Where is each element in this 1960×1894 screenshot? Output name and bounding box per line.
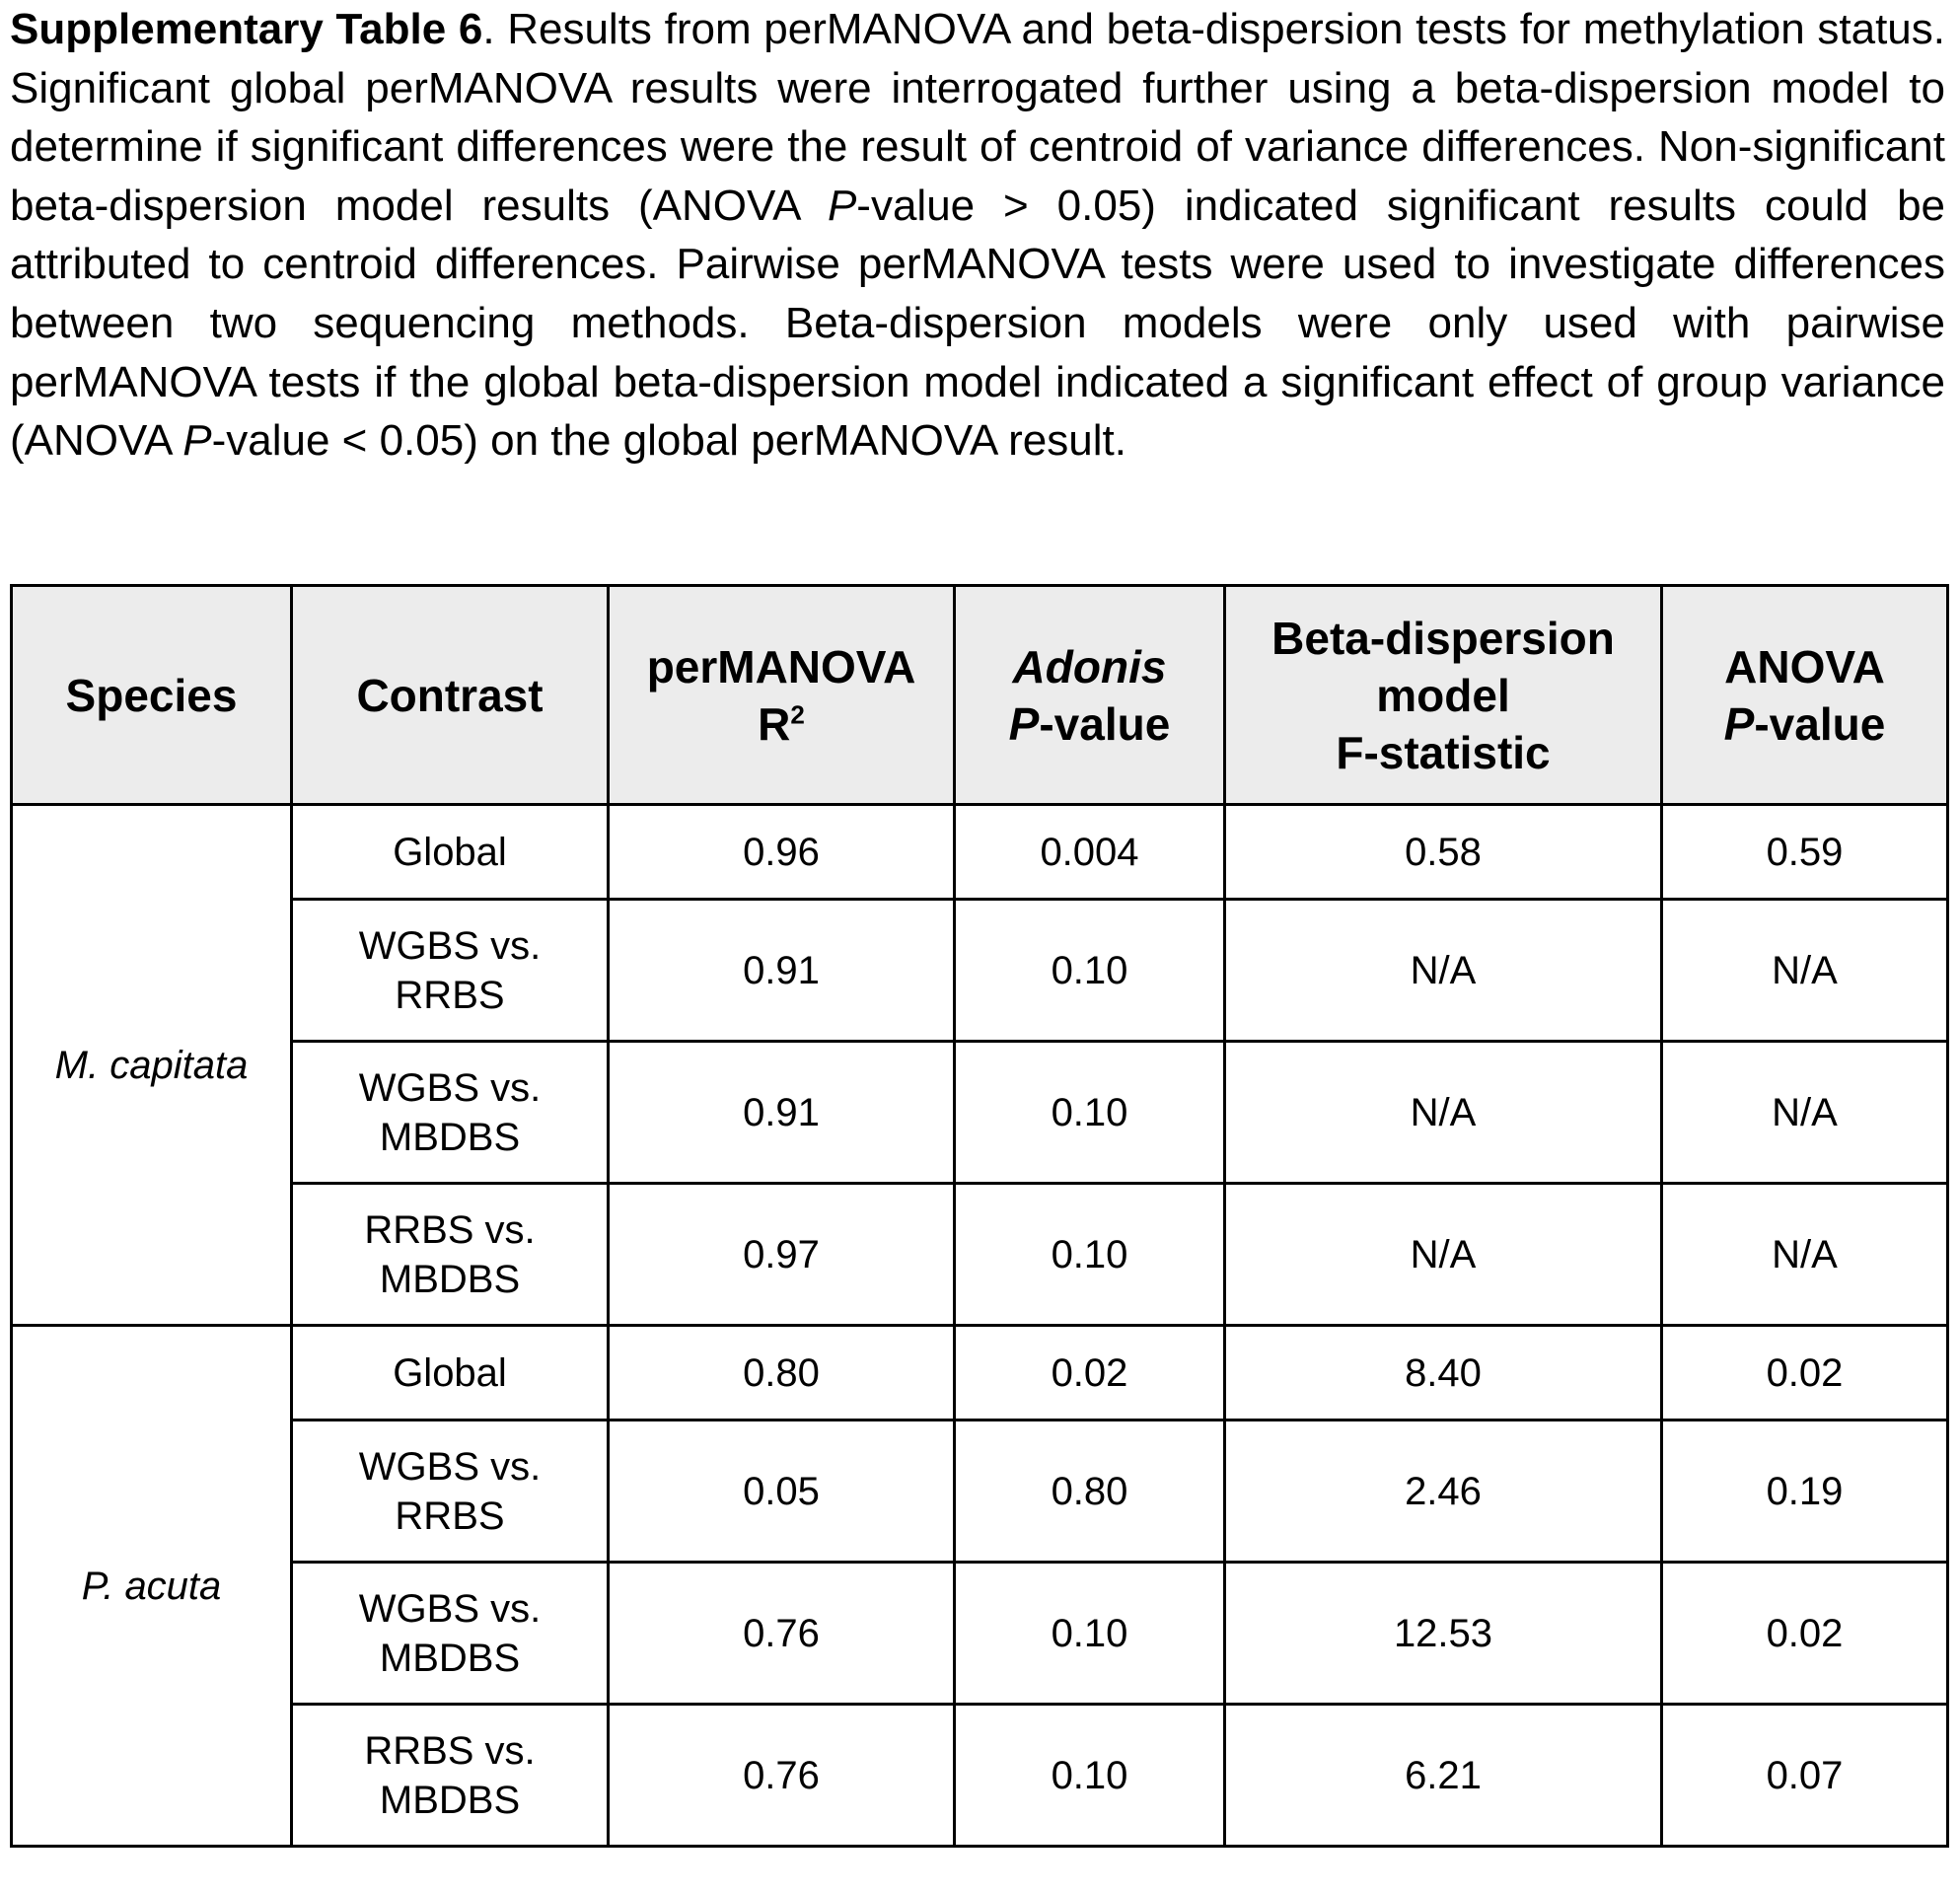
f-stat-cell: N/A (1225, 1042, 1662, 1184)
header-beta-dispersion-f: Beta-dispersion model F-statistic (1225, 586, 1662, 805)
contrast-cell: WGBS vs. RRBS (292, 900, 609, 1042)
adonis-p-cell: 0.10 (955, 1184, 1225, 1326)
header-adonis-p-value: Adonis P-value (955, 586, 1225, 805)
contrast-cell: Global (292, 805, 609, 900)
table-row (12, 900, 1948, 1042)
caption-label: Supplementary Table 6 (10, 5, 483, 53)
contrast-cell: WGBS vs. MBDBS (292, 1042, 609, 1184)
f-stat-cell: 2.46 (1225, 1420, 1662, 1563)
contrast-cell: RRBS vs. MBDBS (292, 1705, 609, 1847)
r2-cell: 0.76 (609, 1563, 955, 1705)
contrast-cell: Global (292, 1326, 609, 1420)
anova-p-cell: 0.19 (1662, 1420, 1948, 1563)
table-row (12, 805, 1948, 900)
table-row (12, 1184, 1948, 1326)
r2-cell: 0.05 (609, 1420, 955, 1563)
caption-text-2: -value > 0.05) indicated significant results could be attributed to centroid differences. Pairwise perMANOVA tests were used to investigate differences between two sequencing methods. Beta-dispersion models were only used with pairwise perMANOVA tests if the global beta-dispersion model indicated a significant effect of group variance (ANOVA (10, 181, 1946, 466)
f-stat-cell: 12.53 (1225, 1563, 1662, 1705)
f-stat-cell: 8.40 (1225, 1326, 1662, 1420)
anova-p-cell: N/A (1662, 900, 1948, 1042)
adonis-p-cell: 0.80 (955, 1420, 1225, 1563)
contrast-cell: WGBS vs. RRBS (292, 1420, 609, 1563)
r2-cell: 0.76 (609, 1705, 955, 1847)
f-stat-cell: 6.21 (1225, 1705, 1662, 1847)
table-row (12, 1563, 1948, 1705)
caption-italic-p-2: P (182, 416, 212, 466)
header-contrast: Contrast (292, 586, 609, 805)
species-cell: P. acuta (12, 1326, 292, 1847)
r2-cell: 0.80 (609, 1326, 955, 1420)
results-table (10, 584, 1949, 1848)
f-stat-cell: N/A (1225, 1184, 1662, 1326)
anova-p-cell: 0.02 (1662, 1563, 1948, 1705)
adonis-p-cell: 0.10 (955, 900, 1225, 1042)
anova-p-cell: N/A (1662, 1184, 1948, 1326)
caption-italic-p-1: P (827, 181, 857, 230)
caption-text-1: . Results from perMANOVA and beta-dispersion tests for methylation status. Significant global perMANOVA results were interrogated further using a beta-dispersion model to determine if significant differences were the result of centroid of variance differences. Non-significant beta-dispersion model results (ANOVA (10, 5, 1945, 230)
adonis-p-cell: 0.02 (955, 1326, 1225, 1420)
f-stat-cell: N/A (1225, 900, 1662, 1042)
table-row (12, 1042, 1948, 1184)
r2-cell: 0.91 (609, 1042, 955, 1184)
header-species: Species (12, 586, 292, 805)
f-stat-cell: 0.58 (1225, 805, 1662, 900)
adonis-p-cell: 0.004 (955, 805, 1225, 900)
adonis-p-cell: 0.10 (955, 1042, 1225, 1184)
anova-p-cell: 0.02 (1662, 1326, 1948, 1420)
table-caption (10, 0, 1945, 471)
anova-p-cell: 0.07 (1662, 1705, 1948, 1847)
adonis-p-cell: 0.10 (955, 1705, 1225, 1847)
species-cell: M. capitata (12, 805, 292, 1326)
anova-p-cell: N/A (1662, 1042, 1948, 1184)
r2-cell: 0.96 (609, 805, 955, 900)
table-row (12, 1705, 1948, 1847)
table-row (12, 1326, 1948, 1420)
r2-cell: 0.97 (609, 1184, 955, 1326)
adonis-p-cell: 0.10 (955, 1563, 1225, 1705)
table-row (12, 1420, 1948, 1563)
contrast-cell: WGBS vs. MBDBS (292, 1563, 609, 1705)
header-anova-p-value: ANOVA P-value (1662, 586, 1948, 805)
r2-cell: 0.91 (609, 900, 955, 1042)
caption-text-3: -value < 0.05) on the global perMANOVA result. (211, 416, 1126, 466)
contrast-cell: RRBS vs. MBDBS (292, 1184, 609, 1326)
header-permanova-r2: perMANOVA $R^2$ (609, 586, 955, 805)
anova-p-cell: 0.59 (1662, 805, 1948, 900)
header-row (12, 586, 1948, 805)
